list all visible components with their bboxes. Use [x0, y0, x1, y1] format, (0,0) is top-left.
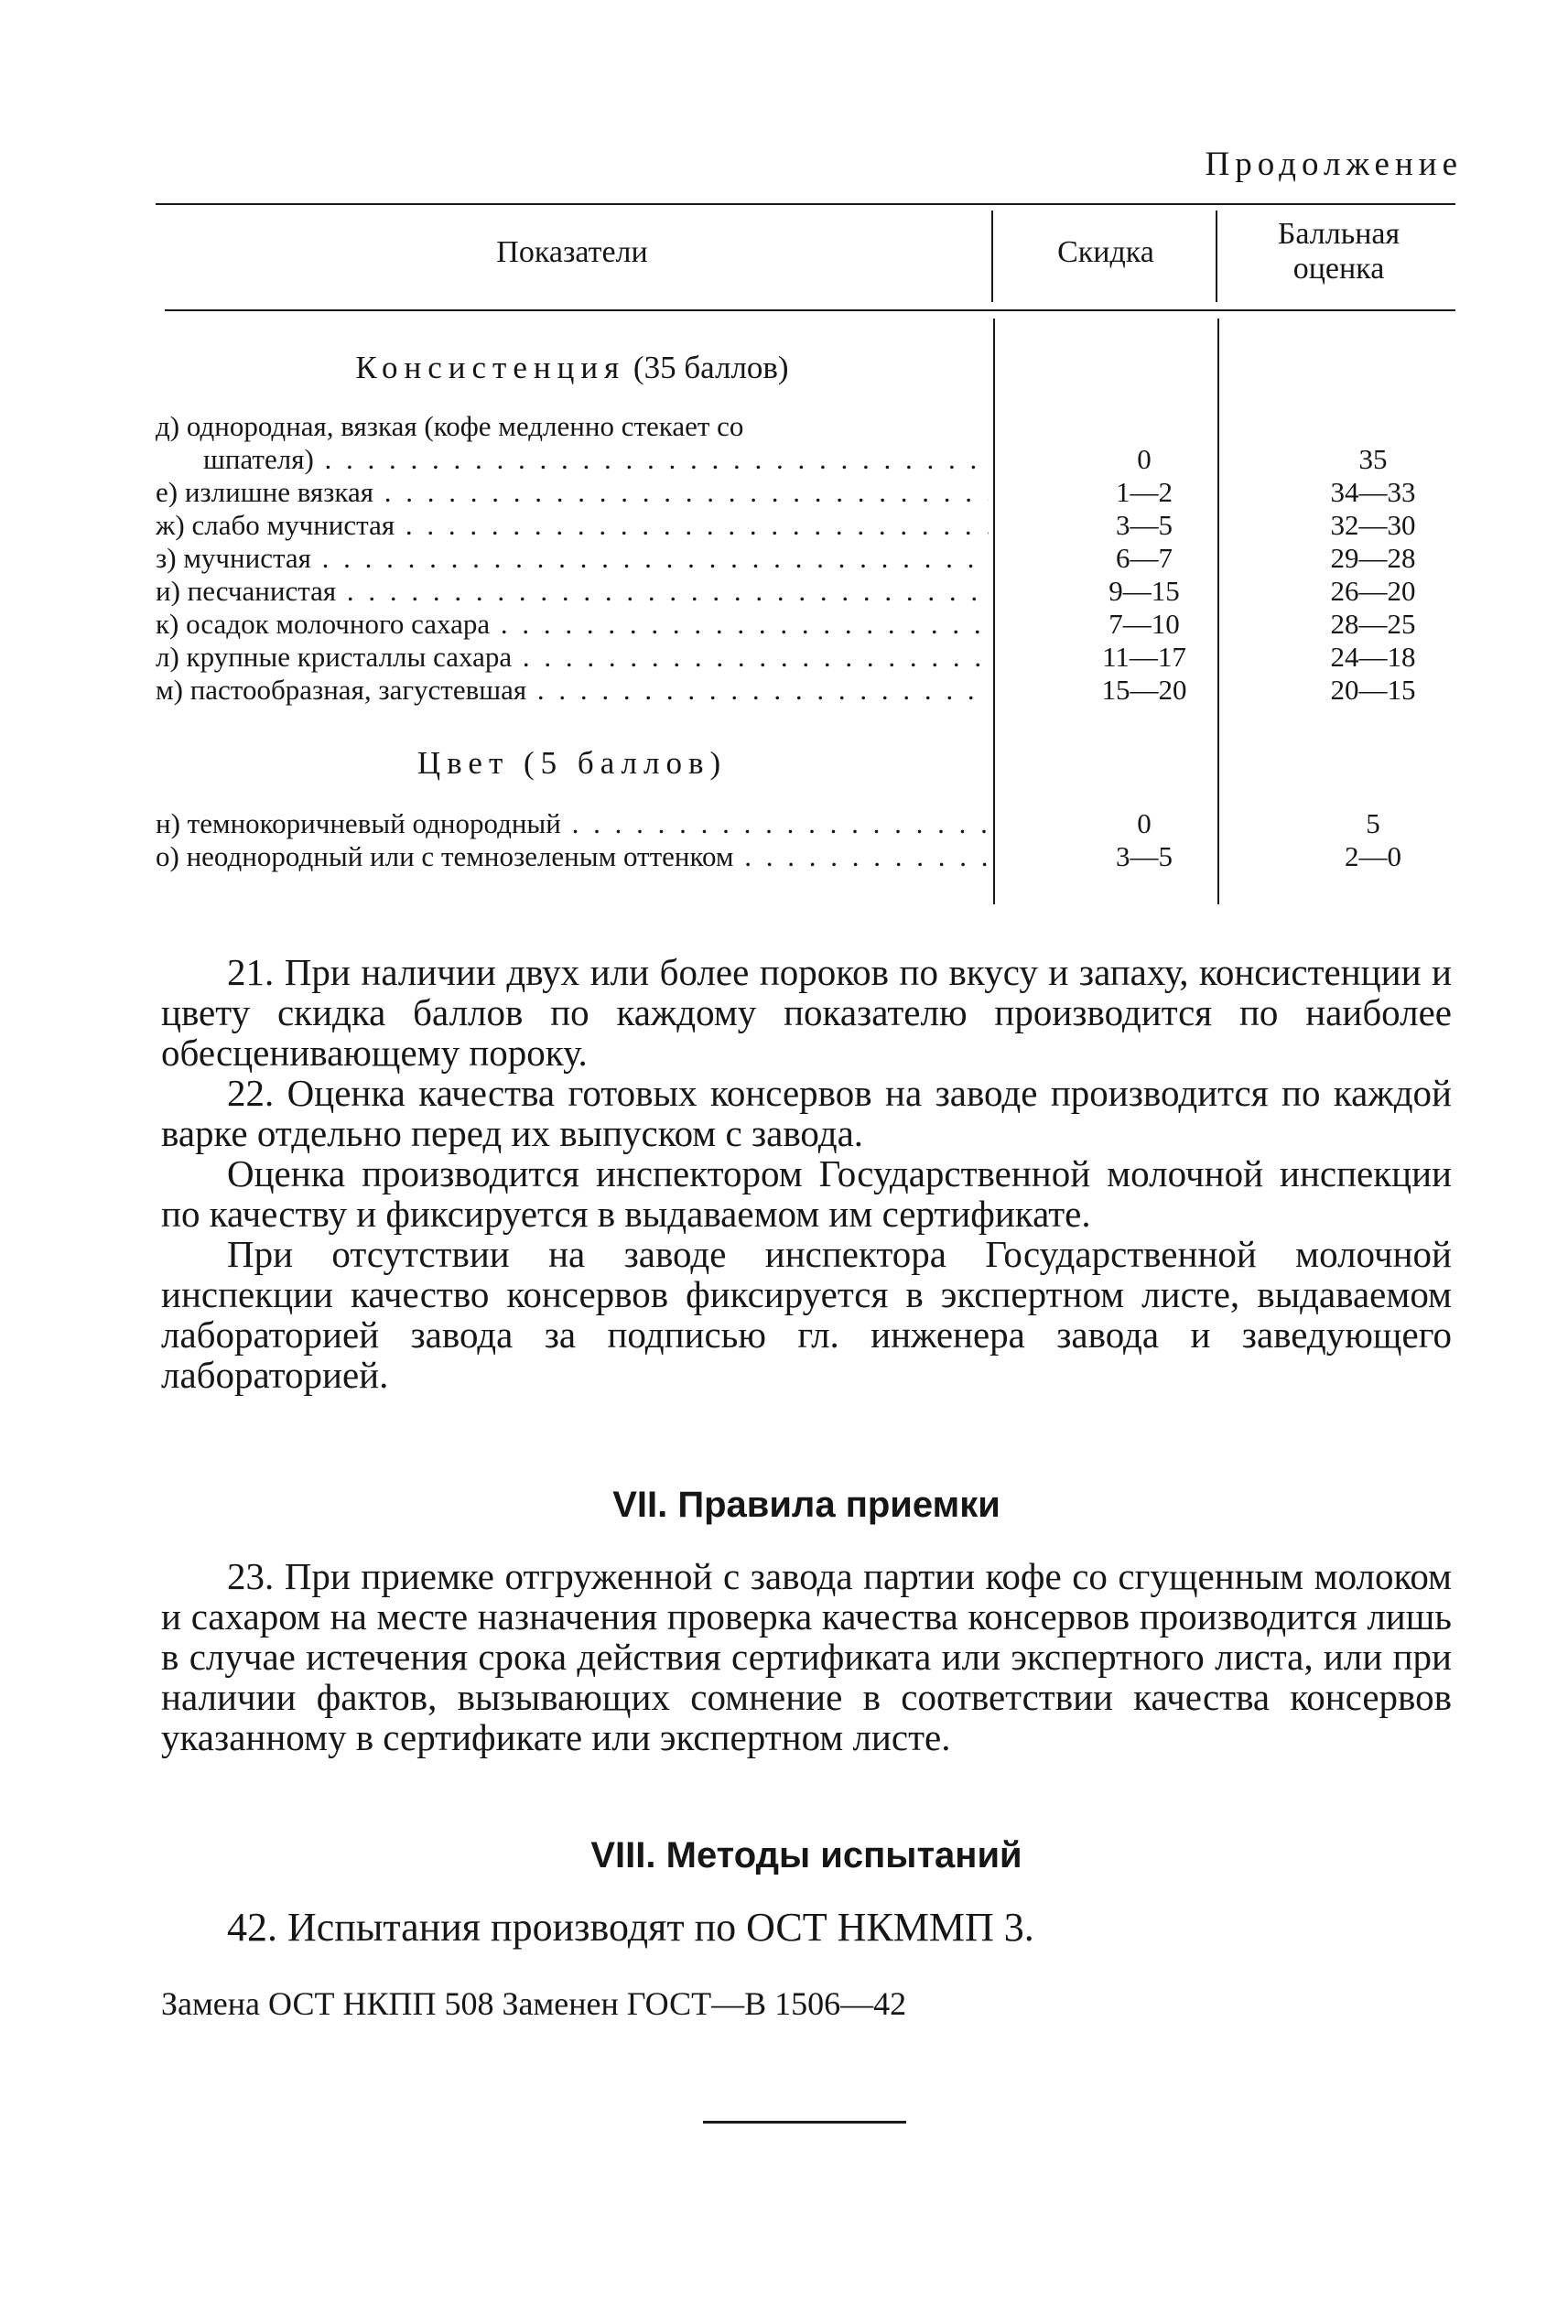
row-discount: 6—7 — [1116, 542, 1173, 574]
table-row — [156, 840, 1455, 873]
section-title-consistency — [156, 350, 989, 386]
row-discount: 9—15 — [1108, 575, 1180, 607]
table-row — [156, 476, 1455, 509]
section-title-consistency-points: (35 баллов) — [625, 350, 789, 385]
section-heading-vii: VII. Правила приемки — [612, 1485, 1000, 1525]
section-title-color-word: Цвет — [416, 745, 510, 781]
table-col-divider-1 — [991, 211, 993, 302]
table-row — [156, 608, 1455, 641]
table-row — [156, 807, 1455, 840]
acceptance-paragraph-block — [161, 1556, 1452, 1757]
row-discount: 15—20 — [1101, 674, 1187, 706]
section-title-color — [156, 745, 989, 782]
row-label: м) пастообразная, загустевшая . . . — [156, 674, 989, 707]
section-title-consistency-word: Консистенция — [355, 350, 626, 385]
row-label: л) крупные кристаллы сахара . . . — [156, 641, 989, 674]
row-label: шпателя) . . . — [156, 443, 989, 476]
header-discount: Скидка — [1057, 235, 1154, 269]
section-heading-viii: VIII. Методы испытаний — [590, 1835, 1022, 1875]
paragraph-21: 21. При наличии двух или более пороков по вкусу и запаху, консистенции и цвету скидка баллов по каждому показателю производится по наиболее обесценивающему пороку. — [161, 951, 1452, 1074]
paragraph-42: 42. Испытания производят по ОСТ НКММП 3. — [227, 1905, 1034, 1950]
table-row — [156, 509, 1455, 542]
row-label: к) осадок молочного сахара . . . — [156, 608, 989, 641]
row-score: 28—25 — [1330, 608, 1416, 640]
row-score: 29—28 — [1330, 542, 1416, 574]
end-rule — [703, 2121, 906, 2124]
row-score: 5 — [1366, 807, 1380, 839]
replacement-note: Замена ОСТ НКПП 508 Заменен ГОСТ—В 1506—42 — [161, 1985, 907, 2022]
paragraph-23: 23. При приемке отгруженной с завода партии кофе со сгущенным молоком и сахаром на месте назначения проверка качества консервов производится лишь в случае истечения срока действия сертификата или экспертного листа, или при наличии фактов, вызывающих сомнение в соответствии качества консервов указанному в сертификате или экспертном листе. — [161, 1555, 1452, 1758]
table-top-rule — [156, 203, 1455, 205]
table-row — [156, 443, 1455, 476]
row-label: и) песчанистая . . . — [156, 575, 989, 608]
row-score: 32—30 — [1330, 509, 1416, 541]
row-discount: 7—10 — [1108, 608, 1180, 640]
row-label: о) неоднородный или с темнозеленым оттенком . . . — [156, 840, 989, 873]
table-row — [156, 641, 1455, 674]
row-score: 24—18 — [1330, 641, 1416, 673]
row-label: е) излишне вязкая . . . — [156, 476, 989, 509]
row-discount: 3—5 — [1116, 840, 1173, 872]
row-score: 34—33 — [1330, 476, 1416, 508]
table-header-rule — [165, 309, 1455, 311]
table-row — [156, 575, 1455, 608]
row-score: 2—0 — [1345, 840, 1401, 872]
row-label: д) однородная, вязкая (кофе медленно стекает со — [156, 410, 744, 442]
header-indicator: Показатели — [496, 235, 648, 269]
continuation-label: Продолжение — [1205, 146, 1463, 183]
header-score-line2: оценка — [1292, 252, 1385, 286]
paragraph-expert-sheet: При отсутствии на заводе инспектора Государственной молочной инспекции качество консервов фиксируется в экспертном листе, выдаваемом лабораторией завода за подписью гл. инженера завода и заведующего лабораторией. — [161, 1233, 1452, 1396]
row-discount: 0 — [1137, 807, 1152, 839]
table-row — [156, 542, 1455, 575]
row-score: 26—20 — [1330, 575, 1416, 607]
acceptance-rules-text — [161, 952, 1452, 1395]
row-label: з) мучнистая . . . — [156, 542, 989, 575]
paragraph-22: 22. Оценка качества готовых консервов на заводе производится по каждой варке отдельно перед их выпуском с завода. — [161, 1072, 1452, 1154]
section-title-color-points: (5 баллов) — [509, 745, 728, 781]
paragraph-inspection: Оценка производится инспектором Государственной молочной инспекции по качеству и фиксируется в выдаваемом им сертификате. — [161, 1152, 1452, 1235]
header-score-line1: Балльная — [1277, 217, 1400, 251]
row-discount: 0 — [1137, 443, 1152, 475]
row-discount: 1—2 — [1116, 476, 1173, 508]
row-score: 20—15 — [1330, 674, 1416, 706]
table-row — [156, 674, 1455, 707]
row-label: ж) слабо мучнистая . . . — [156, 509, 989, 542]
quality-score-table — [156, 194, 1455, 908]
row-score: 35 — [1358, 443, 1388, 475]
row-label: н) темнокоричневый однородный . . . — [156, 807, 989, 840]
table-row — [156, 410, 1455, 443]
table-col-divider-2 — [1216, 211, 1217, 302]
row-discount: 3—5 — [1116, 509, 1173, 541]
row-discount: 11—17 — [1102, 641, 1186, 673]
